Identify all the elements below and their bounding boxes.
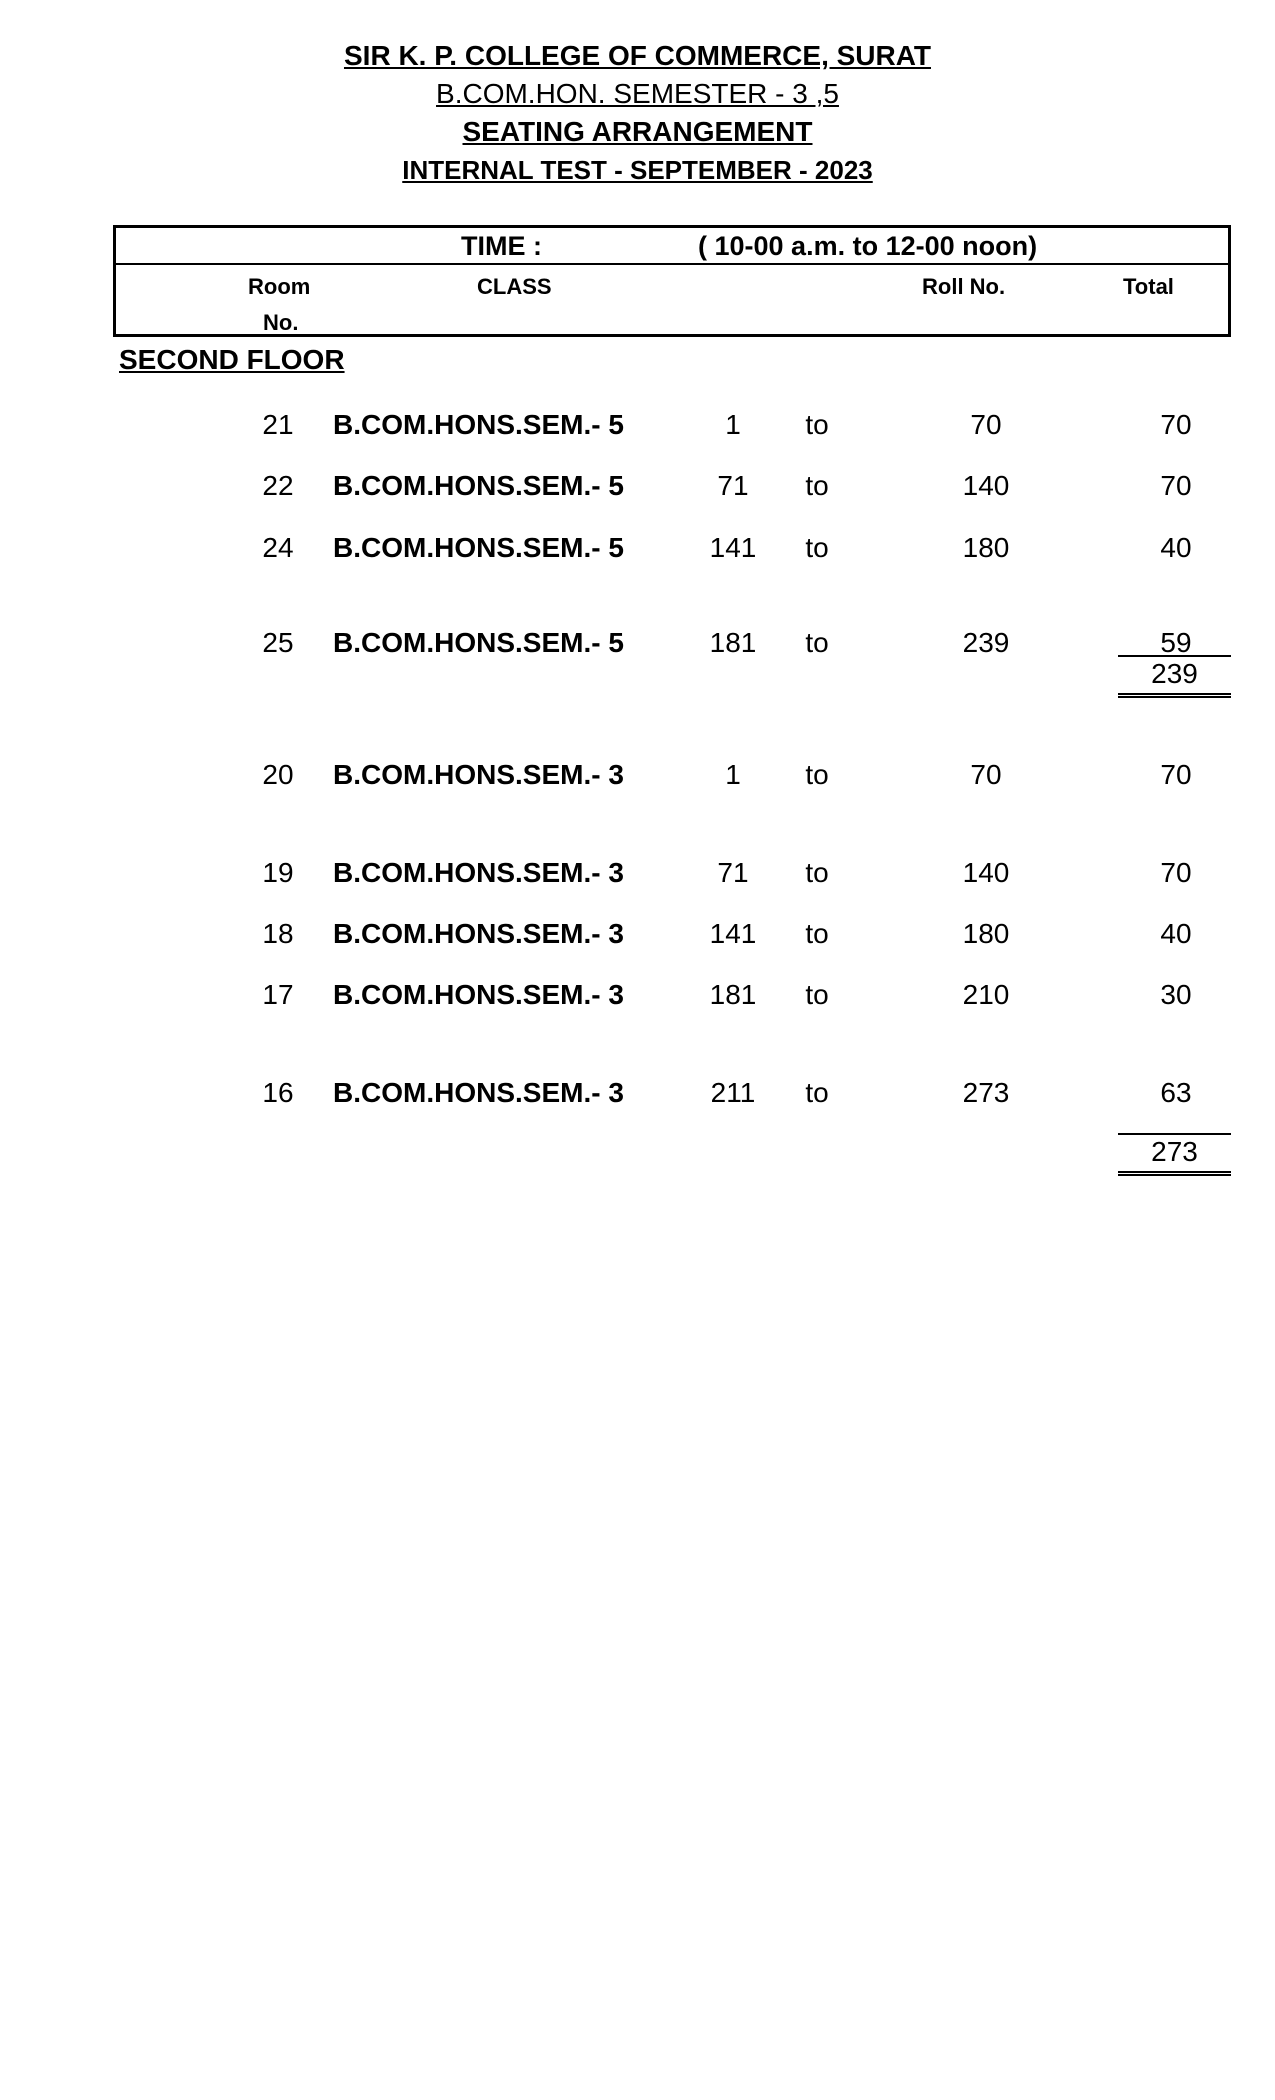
column-header-total: Total <box>1123 274 1174 299</box>
floor-heading: SECOND FLOOR <box>119 344 345 375</box>
table-row <box>0 759 1275 799</box>
class-name: B.COM.HONS.SEM.- 5 <box>333 627 624 658</box>
roll-to: 70 <box>970 409 1002 440</box>
column-header-room: Room <box>248 274 311 299</box>
roll-from: 181 <box>709 979 757 1010</box>
room-number: 22 <box>262 470 294 501</box>
roll-separator: to <box>805 532 829 563</box>
class-name: B.COM.HONS.SEM.- 3 <box>333 1077 624 1108</box>
room-number: 19 <box>262 857 294 888</box>
row-total: 70 <box>1160 470 1192 501</box>
table-row <box>0 979 1275 1019</box>
exam-name: INTERNAL TEST - SEPTEMBER - 2023 <box>402 155 873 185</box>
time-divider <box>116 263 1228 265</box>
row-total: 30 <box>1160 979 1192 1010</box>
roll-separator: to <box>805 918 829 949</box>
column-header-roll-no: Roll No. <box>922 274 1006 299</box>
roll-separator: to <box>805 1077 829 1108</box>
roll-to: 180 <box>962 532 1010 563</box>
table-row <box>0 857 1275 897</box>
table-row <box>0 532 1275 572</box>
row-total: 40 <box>1160 918 1192 949</box>
roll-to: 239 <box>962 627 1010 658</box>
roll-to: 140 <box>962 857 1010 888</box>
room-number: 18 <box>262 918 294 949</box>
column-header-room-no: No. <box>263 310 299 335</box>
roll-separator: to <box>805 409 829 440</box>
subtotal-sem-3: 273 <box>1118 1133 1231 1176</box>
time-label: TIME : <box>461 231 542 261</box>
roll-from: 71 <box>717 857 749 888</box>
row-total: 70 <box>1160 759 1192 790</box>
row-total: 40 <box>1160 532 1192 563</box>
class-name: B.COM.HONS.SEM.- 3 <box>333 857 624 888</box>
roll-to: 180 <box>962 918 1010 949</box>
row-total: 63 <box>1160 1077 1192 1108</box>
row-total: 70 <box>1160 857 1192 888</box>
roll-from: 141 <box>709 918 757 949</box>
room-number: 25 <box>262 627 294 658</box>
table-row <box>0 1077 1275 1117</box>
class-name: B.COM.HONS.SEM.- 3 <box>333 918 624 949</box>
roll-to: 70 <box>970 759 1002 790</box>
column-header-class: CLASS <box>477 274 552 299</box>
room-number: 20 <box>262 759 294 790</box>
roll-from: 71 <box>717 470 749 501</box>
row-total: 70 <box>1160 409 1192 440</box>
roll-separator: to <box>805 759 829 790</box>
roll-separator: to <box>805 857 829 888</box>
roll-to: 210 <box>962 979 1010 1010</box>
course-name: B.COM.HON. SEMESTER - 3 ,5 <box>436 78 839 109</box>
roll-separator: to <box>805 627 829 658</box>
row-total: 59 <box>1160 627 1192 658</box>
table-row <box>0 918 1275 958</box>
room-number: 24 <box>262 532 294 563</box>
class-name: B.COM.HONS.SEM.- 5 <box>333 409 624 440</box>
table-row <box>0 627 1275 667</box>
subtotal-sem-5: 239 <box>1118 655 1231 698</box>
roll-to: 140 <box>962 470 1010 501</box>
college-name: SIR K. P. COLLEGE OF COMMERCE, SURAT <box>343 40 931 71</box>
roll-from: 1 <box>725 409 741 440</box>
roll-from: 1 <box>725 759 741 790</box>
roll-separator: to <box>805 979 829 1010</box>
roll-from: 141 <box>709 532 757 563</box>
time-value: ( 10-00 a.m. to 12-00 noon) <box>698 231 1038 261</box>
roll-from: 211 <box>710 1077 756 1108</box>
room-number: 16 <box>262 1077 294 1108</box>
class-name: B.COM.HONS.SEM.- 3 <box>333 979 624 1010</box>
table-header-box <box>113 225 1231 337</box>
table-row <box>0 409 1275 449</box>
class-name: B.COM.HONS.SEM.- 5 <box>333 470 624 501</box>
room-number: 17 <box>262 979 294 1010</box>
class-name: B.COM.HONS.SEM.- 5 <box>333 532 624 563</box>
room-number: 21 <box>262 409 294 440</box>
roll-separator: to <box>805 470 829 501</box>
document-title: SEATING ARRANGEMENT <box>462 116 813 147</box>
roll-to: 273 <box>962 1077 1010 1108</box>
roll-from: 181 <box>709 627 757 658</box>
table-row <box>0 470 1275 510</box>
class-name: B.COM.HONS.SEM.- 3 <box>333 759 624 790</box>
